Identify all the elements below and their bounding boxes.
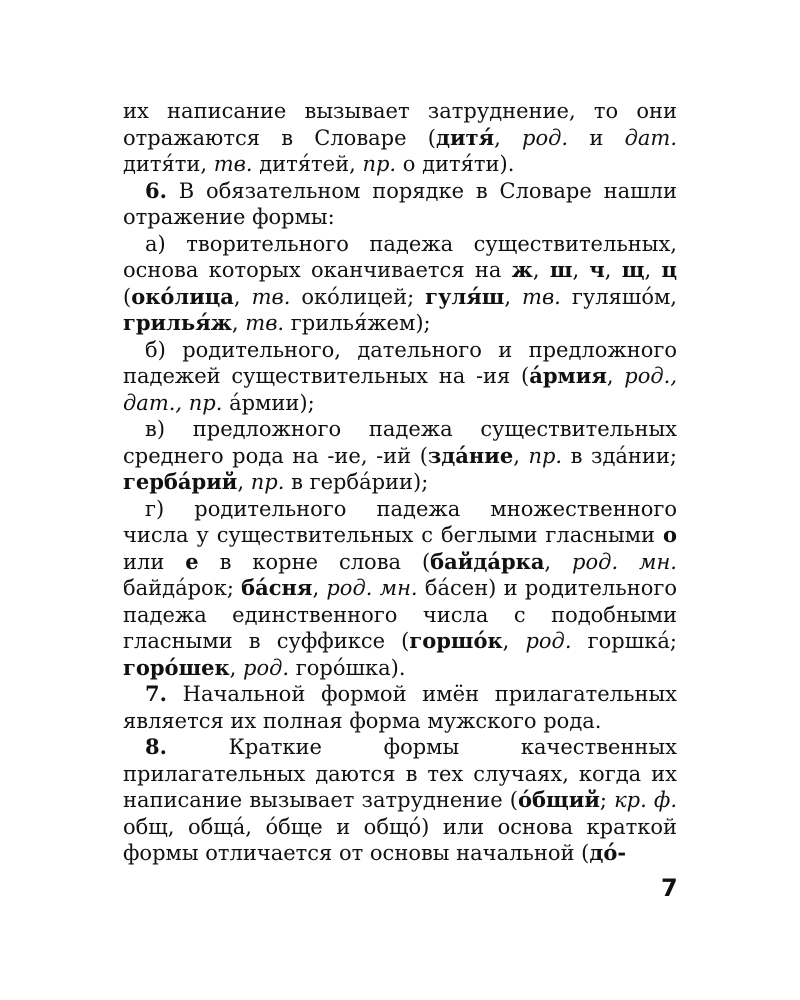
text-run: , [494, 125, 523, 150]
italic-abbr: пр. [362, 152, 397, 176]
paragraph [123, 734, 677, 867]
text-run: , [229, 655, 244, 680]
text-run: Начальной формой имён прилагательных является их полная форма мужского рода. [123, 682, 677, 733]
text-run: их написание вызывает затруднение, то они отражаются в Словаре ( [123, 99, 677, 150]
italic-abbr: тв. [522, 284, 561, 309]
text-run: г) родительного падежа множественного числа у существительных с беглыми гласными [123, 496, 677, 547]
italic-abbr: пр. [528, 443, 563, 468]
bold-term: ц [661, 257, 677, 282]
italic-abbr: род. [525, 629, 572, 653]
text-run: горо́шка). [289, 655, 406, 680]
bold-term: а́рмия [529, 363, 607, 388]
italic-abbr: дат. [624, 125, 677, 150]
paragraph [123, 681, 677, 734]
text-run: гуляшо́м, [560, 284, 677, 309]
paragraph [123, 231, 677, 337]
bold-term: ж [511, 257, 533, 282]
text-run: в корне слова ( [198, 549, 431, 574]
bold-term: герба́рий [123, 469, 238, 494]
text-run: ( [123, 284, 132, 309]
bold-term: грилья́ж [123, 310, 232, 335]
text-run: , [604, 258, 622, 282]
text-run: горшка́; [571, 629, 677, 653]
bold-term: зда́ние [427, 442, 514, 468]
bold-term: до́- [589, 840, 627, 865]
paragraph [123, 416, 677, 496]
bold-term: горо́шек [123, 654, 230, 680]
paragraph [123, 496, 677, 682]
text-run: в герба́рии); [284, 470, 429, 494]
bold-term: е [185, 548, 199, 574]
bold-term: 7. [145, 681, 167, 706]
text-run: ба́сен) и родительного падежа единственного числа с подобными гласными в суффиксе ( [123, 576, 677, 653]
italic-abbr: тв. [251, 284, 291, 309]
italic-abbr: род. [243, 655, 290, 680]
bold-term: горшо́к [409, 628, 503, 653]
text-run: , [233, 284, 252, 309]
bold-term: о́бщий [518, 787, 600, 812]
bold-term: 8. [145, 734, 167, 759]
bold-term: ч [589, 257, 605, 282]
text-run: , [644, 258, 662, 282]
text-run: , [572, 258, 590, 282]
text-run: , [513, 443, 529, 468]
text-run: общ, обща́, о́бще и общо́) или основа краткой формы отличается от основы начальной ( [123, 814, 677, 865]
text-run: В обязательном порядке в Словаре нашли отражение формы: [123, 178, 677, 229]
bold-term: ба́сня [241, 575, 313, 600]
italic-abbr: пр. [250, 470, 285, 494]
italic-abbr: род. [522, 125, 569, 150]
text-run: а) творительного падежа существительных, основа которых оканчивается на [123, 231, 677, 282]
paragraph [123, 178, 677, 231]
text-run: Краткие формы качественных прилагательных даются в тех случаях, когда их написание вызывает затруднение ( [123, 735, 677, 812]
bold-term: око́лица [131, 283, 234, 309]
text-run: , [502, 629, 526, 653]
text-run: ; [599, 788, 615, 812]
text-run: дитя́тей, [252, 152, 363, 176]
text-run: а́рмии); [222, 390, 315, 415]
italic-abbr: род. мн. [572, 549, 677, 574]
italic-abbr: род. мн. [326, 576, 418, 600]
text-run: , [504, 284, 523, 309]
text-run: и [568, 125, 625, 150]
bold-term: 6. [145, 177, 167, 203]
italic-abbr: тв. [213, 152, 253, 176]
text-run: в) предложного падежа существительных среднего рода на -ие, -ий ( [123, 417, 677, 468]
text-run: , [606, 364, 625, 388]
text-run: о дитя́ти). [396, 152, 515, 176]
text-run: в зда́нии; [562, 443, 677, 468]
text-run: грилья́жем); [284, 311, 431, 335]
bold-term: дитя́ [435, 124, 495, 150]
text-run: дитя́ти, [123, 152, 214, 176]
bold-term: о [662, 522, 677, 547]
text-run: байда́рок; [123, 576, 242, 600]
paragraph [123, 337, 677, 417]
text-run: б) родительного, дательного и предложного падежей существительных на -ия ( [123, 337, 677, 388]
bold-term: щ [621, 257, 645, 282]
text-run: , [532, 258, 550, 282]
text-run: , [231, 311, 246, 335]
bold-term: ш [549, 257, 573, 282]
italic-abbr: тв. [245, 311, 285, 335]
text-run: , [544, 549, 573, 574]
text-run: око́лицей; [290, 284, 426, 309]
text-run: или [123, 549, 186, 574]
bold-term: байда́рка [430, 548, 545, 574]
text-run: , [312, 576, 327, 600]
page-body [123, 98, 677, 867]
text-run: , [237, 470, 251, 494]
page-number: 7 [661, 874, 678, 902]
italic-abbr: кр. ф. [614, 788, 677, 812]
paragraph [123, 98, 677, 178]
bold-term: гуля́ш [425, 283, 505, 309]
italic-abbr: род., дат., пр. [123, 364, 677, 415]
